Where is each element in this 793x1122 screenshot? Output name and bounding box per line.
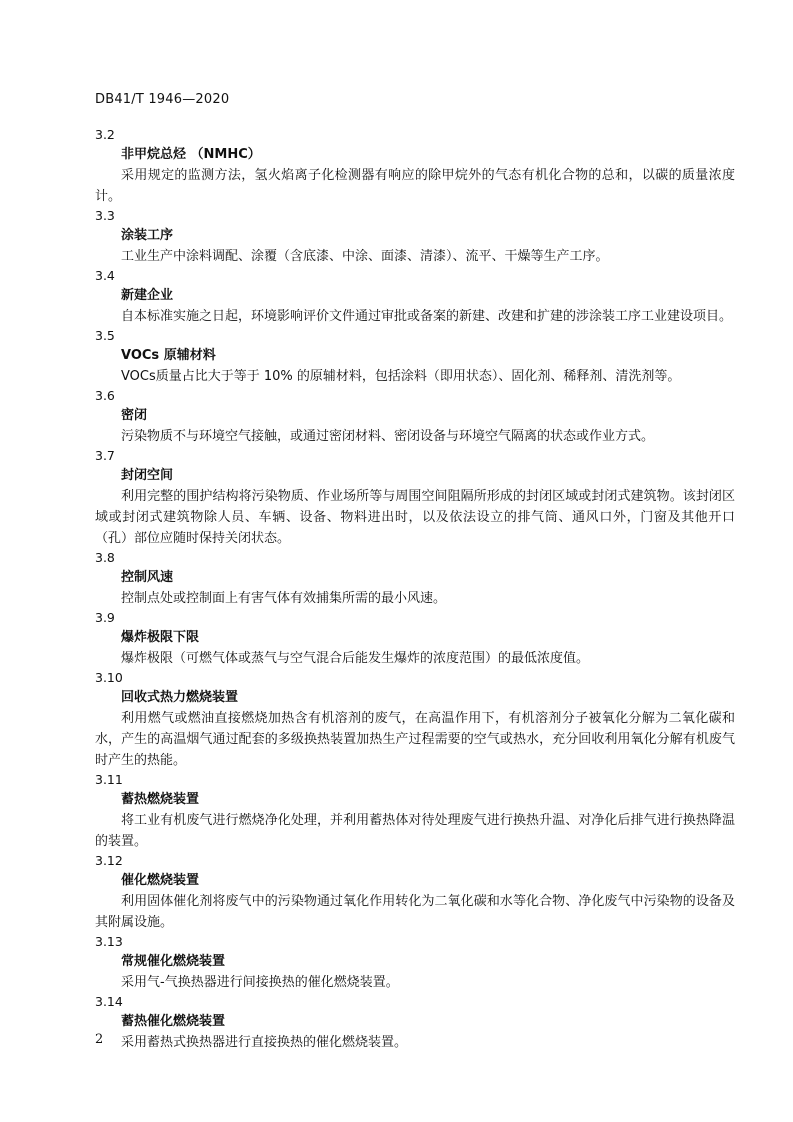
entry-3-7 xyxy=(95,447,735,549)
entry-3-8 xyxy=(95,549,735,609)
clause-number: 3.13 xyxy=(95,934,123,949)
clause-number: 3.2 xyxy=(95,127,115,142)
clause-number: 3.4 xyxy=(95,268,115,283)
term-title: 爆炸极限下限 xyxy=(121,630,200,645)
term-definition: 爆炸极限（可燃气体或蒸气与空气混合后能发生爆炸的浓度范围）的最低浓度值。 xyxy=(121,651,590,666)
page-number: 2 xyxy=(95,1032,104,1047)
clause-number: 3.14 xyxy=(95,994,123,1009)
term-title: 蓄热燃烧装置 xyxy=(121,792,200,807)
term-definition: 采用蓄热式换热器进行直接换热的催化燃烧装置。 xyxy=(121,1035,408,1050)
entry-3-10 xyxy=(95,669,735,771)
entry-3-11 xyxy=(95,771,735,852)
term-definition: VOCs质量占比大于等于 10% 的原辅材料，包括涂料（即用状态）、固化剂、稀释剂、清洗剂等。 xyxy=(121,369,681,384)
entry-3-13 xyxy=(95,933,735,993)
term-definition: 将工业有机废气进行燃烧净化处理，并利用蓄热体对待处理废气进行换热升温、对净化后排气进行换热降温的装置。 xyxy=(95,813,735,849)
clause-number: 3.10 xyxy=(95,670,123,685)
term-definitions xyxy=(95,126,735,1053)
clause-number: 3.7 xyxy=(95,448,115,463)
term-definition: 控制点处或控制面上有害气体有效捕集所需的最小风速。 xyxy=(121,591,447,606)
clause-number: 3.5 xyxy=(95,328,115,343)
term-title: VOCs 原辅材料 xyxy=(121,348,216,363)
clause-number: 3.3 xyxy=(95,208,115,223)
term-definition: 工业生产中涂料调配、涂覆（含底漆、中涂、面漆、清漆）、流平、干燥等生产工序。 xyxy=(121,249,609,264)
term-definition: 利用完整的围护结构将污染物质、作业场所等与周围空间阻隔所形成的封闭区域或封闭式建筑物。该封闭区域或封闭式建筑物除人员、车辆、设备、物料进出时，以及依法设立的排气筒、通风口外，门窗及其他开口（孔）部位应随时保持关闭状态。 xyxy=(95,489,735,546)
entry-3-14 xyxy=(95,993,735,1053)
entry-3-2 xyxy=(95,126,735,207)
term-title: 控制风速 xyxy=(121,570,174,585)
clause-number: 3.8 xyxy=(95,550,115,565)
entry-3-3 xyxy=(95,207,735,267)
clause-number: 3.12 xyxy=(95,853,123,868)
entry-3-9 xyxy=(95,609,735,669)
term-title: 蓄热催化燃烧装置 xyxy=(121,1014,226,1029)
term-title: 密闭 xyxy=(121,408,148,423)
term-title: 常规催化燃烧装置 xyxy=(121,954,226,969)
entry-3-5 xyxy=(95,327,735,387)
term-title: 封闭空间 xyxy=(121,468,174,483)
entry-3-6 xyxy=(95,387,735,447)
term-definition: 采用规定的监测方法，氢火焰离子化检测器有响应的除甲烷外的气态有机化合物的总和，以碳的质量浓度计。 xyxy=(95,168,735,204)
clause-number: 3.11 xyxy=(95,772,123,787)
term-title: 回收式热力燃烧装置 xyxy=(121,690,239,705)
clause-number: 3.9 xyxy=(95,610,115,625)
term-title: 非甲烷总烃 （NMHC） xyxy=(121,147,261,162)
clause-number: 3.6 xyxy=(95,388,115,403)
term-definition: 采用气-气换热器进行间接换热的催化燃烧装置。 xyxy=(121,975,399,990)
term-title: 新建企业 xyxy=(121,288,174,303)
document-id: DB41/T 1946—2020 xyxy=(95,92,230,107)
term-title: 催化燃烧装置 xyxy=(121,873,200,888)
entry-3-12 xyxy=(95,852,735,933)
term-definition: 利用固体催化剂将废气中的污染物通过氧化作用转化为二氧化碳和水等化合物、净化废气中污染物的设备及其附属设施。 xyxy=(95,894,735,930)
term-definition: 自本标准实施之日起，环境影响评价文件通过审批或备案的新建、改建和扩建的涉涂装工序工业建设项目。 xyxy=(121,309,733,324)
entry-3-4 xyxy=(95,267,735,327)
term-definition: 污染物质不与环境空气接触，或通过密闭材料、密闭设备与环境空气隔离的状态或作业方式。 xyxy=(121,429,655,444)
term-definition: 利用燃气或燃油直接燃烧加热含有机溶剂的废气，在高温作用下，有机溶剂分子被氧化分解为二氧化碳和水，产生的高温烟气通过配套的多级换热装置加热生产过程需要的空气或热水，充分回收利用氧化分解有机废气时产生的热能。 xyxy=(95,711,735,768)
term-title: 涂装工序 xyxy=(121,228,174,243)
